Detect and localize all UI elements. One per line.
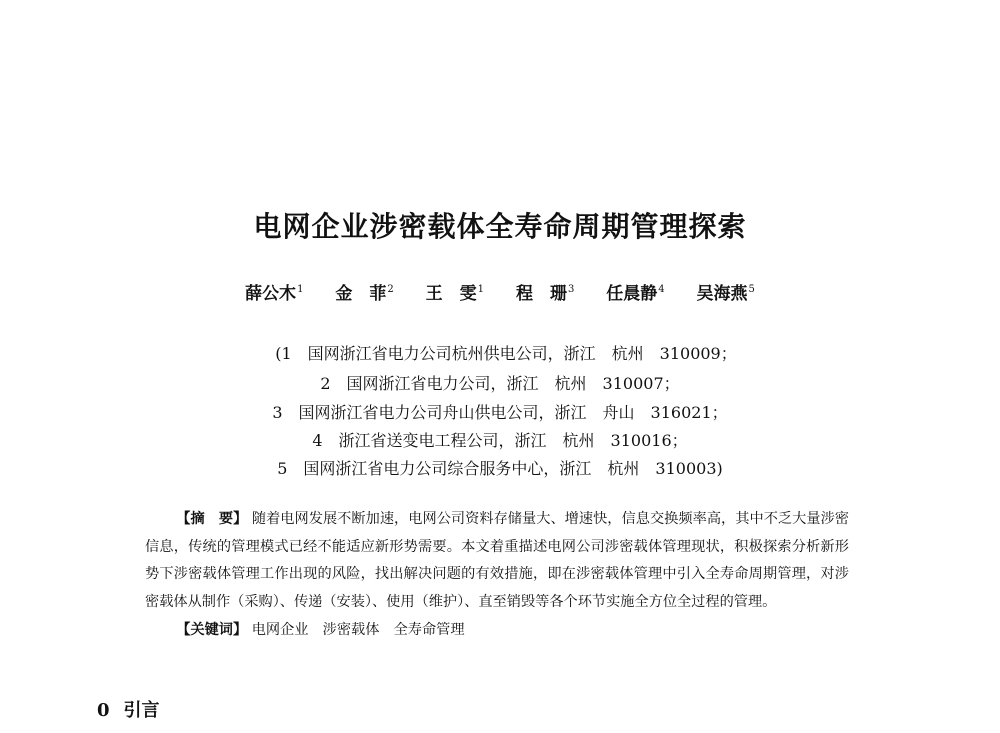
affiliation-line: 4 浙江省送变电工程公司，浙江 杭州 310016； xyxy=(312,431,688,450)
affiliation-line: 3 国网浙江省电力公司舟山供电公司，浙江 舟山 316021； xyxy=(272,403,728,422)
abstract-text: 随着电网发展不断加速，电网公司资料存储量大、增速快，信息交换频率高，其中不乏大量涉密信息，传统的管理模式已经不能适应新形势需要。本文着重描述电网公司涉密载体管理现状，积极探索分析新形势下涉密载体管理工作出现的风险，找出解决问题的有效措施，即在涉密载体管理中引入全寿命周期管理，对涉密载体从制作（采购）、传递（安装）、使用（维护）、直至销毁等各个环节实施全方位全过程的管理。 xyxy=(145,511,849,611)
section-title: 引言 xyxy=(123,700,160,721)
keywords-paragraph xyxy=(145,617,849,645)
author-affil-mark: 3 xyxy=(567,284,575,296)
abstract-block xyxy=(145,506,849,645)
keywords-label: 【关键词】 xyxy=(176,621,248,638)
section-number: 0 xyxy=(97,700,110,721)
author-affil-mark: 4 xyxy=(658,284,665,296)
affiliation-line: 5 国网浙江省电力公司综合服务中心，浙江 杭州 310003) xyxy=(277,459,723,478)
author xyxy=(335,279,393,304)
section-heading xyxy=(97,696,160,722)
author-name: 吴海燕 xyxy=(696,284,748,304)
author-affil-mark: 1 xyxy=(477,284,485,296)
author xyxy=(516,279,574,304)
author-name: 程 珊 xyxy=(515,284,567,304)
author-affil-mark: 2 xyxy=(387,284,394,296)
author-name: 王 雯 xyxy=(425,284,477,304)
author-affil-mark: 5 xyxy=(748,284,755,296)
author-list xyxy=(0,279,1000,304)
author xyxy=(245,279,303,304)
affiliation-line: (1 国网浙江省电力公司杭州供电公司，浙江 杭州 310009； xyxy=(275,344,737,363)
author-name: 金 菲 xyxy=(335,284,387,304)
affiliation-line: 2 国网浙江省电力公司，浙江 杭州 310007； xyxy=(320,374,680,393)
author-name: 任晨静 xyxy=(606,284,658,304)
keywords-text: 电网企业 涉密载体 全寿命管理 xyxy=(251,621,465,638)
paper-title: 电网企业涉密载体全寿命周期管理探索 xyxy=(253,210,747,243)
author xyxy=(606,279,664,304)
author-name: 薛公木 xyxy=(245,284,297,304)
abstract-paragraph xyxy=(145,506,849,617)
author-affil-mark: 1 xyxy=(297,284,304,296)
author xyxy=(426,279,484,304)
abstract-label: 【摘 要】 xyxy=(176,511,248,527)
author xyxy=(697,279,755,304)
